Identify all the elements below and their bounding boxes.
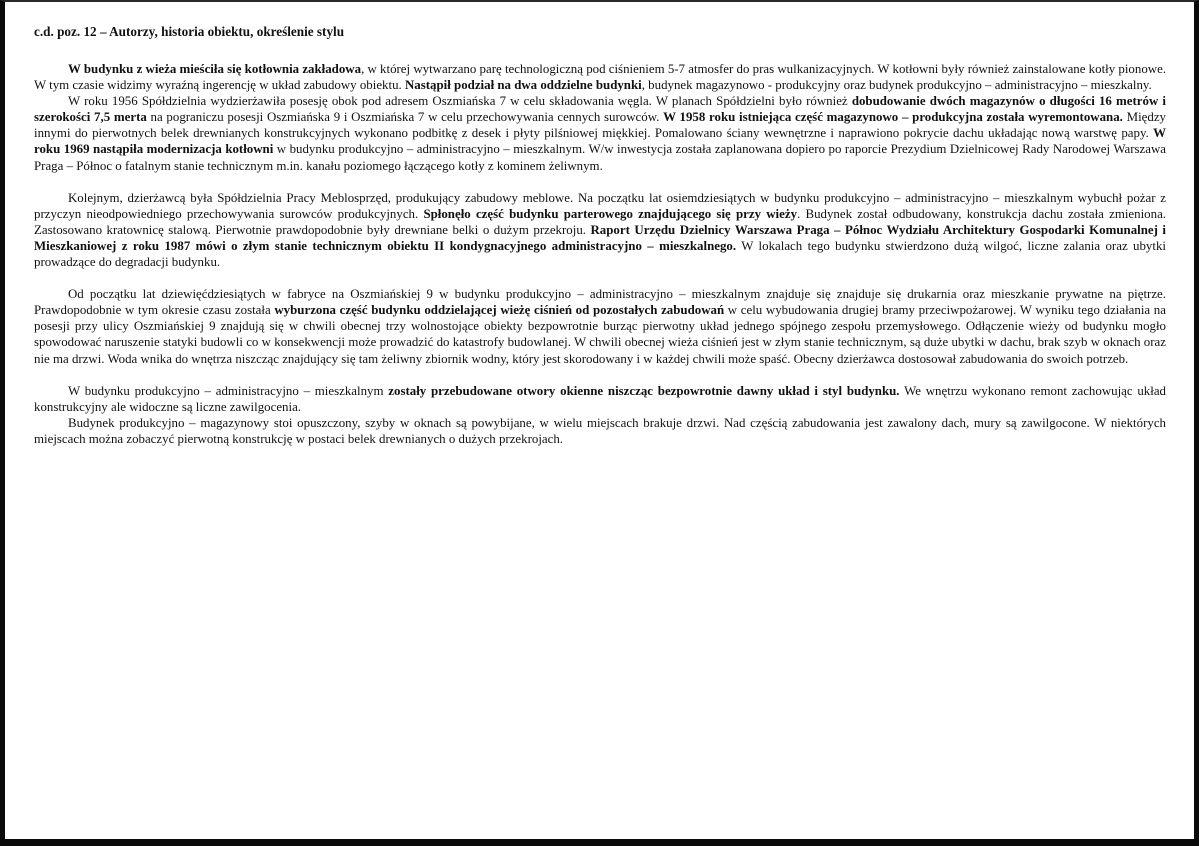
text-run: Między innymi do pierwotnych belek drewnianych konstrukcyjnych wykonano podbitkę z desek i płyty pilśniowej miękkiej. Pomalowano ściany wewnętrzne i naprawiono pokrycie dachu układając nową warstwę papy. bbox=[34, 110, 1166, 141]
paragraph-nineties bbox=[34, 286, 1166, 366]
document-page bbox=[34, 24, 1166, 447]
text-run: , w której wytwarzano parę technologiczną pod ciśnieniem 5-7 atmosfer do pras wulkanizacyjnych. W kotłowni były również zainstalowane kotły pionowe. W tym czasie widzimy wyraźną ingerencję w układ zabudowy obiektu. bbox=[34, 62, 1167, 93]
emphasis: dobudowanie dwóch magazynów o długości 16 metrów i szerokości 7,5 merta bbox=[34, 94, 1166, 125]
emphasis: W 1958 roku istniejąca część magazynowo – produkcyjna została wyremontowana. bbox=[663, 110, 1123, 125]
text-run: . Budynek został odbudowany, konstrukcja dachu została zmieniona. Zastosowano kratownicę stalową. Pierwotnie prawdopodobnie były drewniane belki o dużym przekroju. bbox=[34, 206, 1167, 237]
text-run: w budynku produkcyjno – administracyjno – mieszkalnym. W/w inwestycja została zaplanowana dopiero po raporcie Prezydium Dzielnicowej Rady Narodowej Warszawa Praga – Północ o fatalnym stanie technicznym m.in. kanału poziomego łączącego kotły z kominem żeliwnym. bbox=[34, 142, 1166, 173]
text-run: W roku 1956 Spółdzielnia wydzierżawiła posesję obok pod adresem Oszmiańska 7 w celu składowania węgla. W planach Spółdzielni było również bbox=[68, 94, 852, 109]
emphasis: Spłonęło część budynku parterowego znajdującego się przy wieży bbox=[423, 206, 798, 221]
text-run: We wnętrzu wykonano remont zachowując układ konstrukcyjny ale widoczne są liczne zawilgocenia. bbox=[34, 383, 1167, 414]
emphasis: zostały przebudowane otwory okienne niszcząc bezpowrotnie dawny układ i styl budynku. bbox=[388, 383, 900, 398]
emphasis: wyburzona część budynku oddzielającej wieżę ciśnień od pozostałych zabudowań bbox=[274, 303, 725, 318]
text-run: W lokalach tego budynku stwierdzono dużą wilgoć, liczne zalania oraz ubytki prowadzące do degradacji budynku. bbox=[34, 238, 1166, 270]
paragraph-boiler-room bbox=[34, 61, 1166, 93]
text-run: Budynek produkcyjno – magazynowy stoi opuszczony, szyby w oknach są powybijane, w wielu miejscach brakuje drzwi. Nad częścią zabudowania jest zawalony dach, mury są zawilgocone. W niektórych miejscach można zobaczyć pierwotną konstrukcję w postaci belek drewnianych o dużych przekrojach. bbox=[34, 415, 1166, 446]
section-heading: c.d. poz. 12 – Autorzy, historia obiektu, określenie stylu bbox=[34, 24, 345, 39]
emphasis: Nastąpił podział na dwa oddzielne budynki bbox=[404, 78, 642, 93]
text-run: W budynku produkcyjno – administracyjno – mieszkalnym bbox=[68, 383, 389, 398]
emphasis: Raport Urzędu Dzielnicy Warszawa Praga – Północ Wydziału Architektury Gospodarki Komunalnej i Mieszkaniowej z roku 1987 mówi o złym stanie technicznym obiektu II kondygnacyjnego administracyjno – mieszkalnego. bbox=[34, 222, 1166, 253]
emphasis: W roku 1969 nastąpiła modernizacja kotłowni bbox=[34, 126, 1166, 157]
text-run: Od początku lat dziewięćdziesiątych w fabryce na Oszmiańskiej 9 w budynku produkcyjno – administracyjno – mieszkalnym znajduje się znajduje się drukarnia oraz mieszkanie prywatne na piętrze. Prawdopodobnie w tym okresie czasu została bbox=[34, 287, 1166, 318]
paragraph-window-rebuild bbox=[34, 383, 1166, 415]
text-run: , budynek magazynowo - produkcyjny oraz budynek produkcyjno – administracyjno – mieszkalny. bbox=[641, 78, 1152, 93]
text-run: w celu wybudowania drugiej bramy przeciwpożarowej. W wyniku tego działania na posesji przy ulicy Oszmiańskiej 9 znajdują się w chwili obecnej trzy wolnostojące obiekty bezpowrotnie burząc pierwotny układ jednego spójnego zespołu przemysłowego. Odłączenie wieży od budynku mogło spowodować naruszenie statyki budowli co w konsekwencji może prowadzić do katastrofy budowlanej. W chwili obecnej wieża ciśnień jest w złym stanie technicznym, są duże ubytki w dachu, brak szyb w oknach oraz nie ma drzwi. Woda wnika do wnętrza niszcząc znajdujący się tam żeliwny zbiornik wodny, który jest skorodowany i w każdej chwili może spaść. Obecny dzierżawca dostosował zabudowania do swoich potrzeb. bbox=[34, 303, 1166, 366]
text-run: Kolejnym, dzierżawcą była Spółdzielnia Pracy Meblosprzęd, produkujący zabudowy meblowe. Na początku lat osiemdziesiątych w budynku produkcyjno – administracyjno – mieszkalnym wybuchł pożar z przyczyn nieodpowiedniego przechowywania surowców produkcyjnych. bbox=[34, 190, 1166, 221]
paragraph-warehouse-state bbox=[34, 415, 1166, 447]
text-run: na pograniczu posesji Oszmiańska 9 i Oszmiańska 7 w celu przechowywania cennych surowców. bbox=[146, 110, 664, 125]
paragraph-meblosprzed bbox=[34, 190, 1166, 270]
emphasis: W budynku z wieża mieściła się kotłownia zakładowa bbox=[68, 62, 362, 76]
paragraph-1956-lease bbox=[34, 93, 1166, 173]
